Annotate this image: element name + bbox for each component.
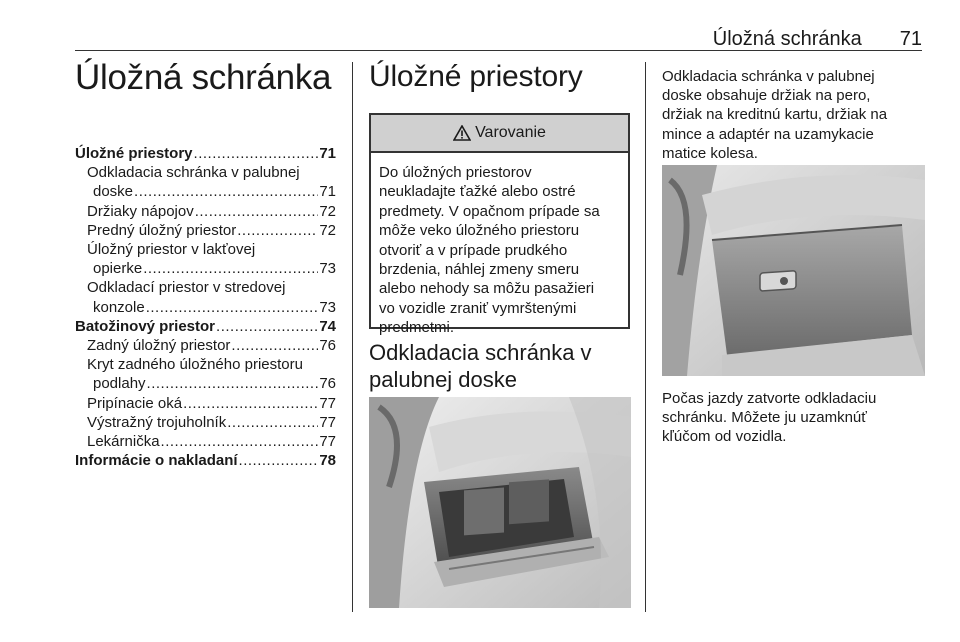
toc-entry-label: opierke: [93, 260, 143, 278]
toc-entry-label: Pripínacie oká: [87, 394, 183, 412]
toc-entry-label: Odkladací priestor v stredovej: [87, 279, 286, 297]
warning-line: predmety. V opačnom prípade sa: [379, 202, 600, 220]
toc-page-number: 73: [319, 260, 336, 278]
column-divider-left: [352, 62, 353, 612]
warning-line: vo vozidle zraniť vymrštenými: [379, 299, 577, 317]
toc-page-number: 77: [319, 433, 336, 451]
paragraph-line: držiak na kreditnú kartu, držiak na: [662, 106, 888, 124]
warning-box: [369, 113, 630, 337]
warning-line: môže veko úložného priestoru: [379, 222, 580, 240]
paragraph-line: Odkladacia schránka v palubnej: [662, 68, 875, 85]
toc-entry-label: konzole: [93, 298, 145, 316]
toc-entry-label: doske: [93, 183, 134, 201]
toc-leader-dots: [239, 451, 319, 470]
toc-entry-label: Úložné priestory: [75, 145, 193, 162]
toc-entry-label: Úložný priestor v lakťovej: [87, 241, 256, 259]
paragraph-line: kľúčom od vozidla.: [662, 428, 787, 446]
toc-leader-dots: [194, 144, 319, 163]
paragraph-line: mince a adaptér na uzamykacie: [662, 125, 874, 143]
toc-leader-dots: [237, 221, 318, 240]
warning-line: neukladajte ťažké alebo ostré: [379, 183, 576, 201]
column-divider-right: [645, 62, 646, 612]
toc-entry[interactable]: [75, 221, 336, 240]
toc-entry-label: Informácie o nakladaní: [75, 452, 238, 470]
header-rule: [75, 50, 922, 51]
toc-leader-dots: [227, 413, 318, 432]
toc-entry[interactable]: [75, 413, 336, 432]
warning-line: otvoriť a v prípade prudkého: [379, 241, 568, 259]
glovebox-closed-photo: [662, 165, 925, 376]
toc-page-number: 76: [319, 375, 336, 393]
toc-entry-label: Batožinový priestor: [75, 317, 216, 335]
toc-entry[interactable]: [75, 298, 336, 317]
toc-entry[interactable]: [75, 432, 336, 451]
toc-leader-dots: [216, 317, 318, 336]
subsection-title-line: Odkladacia schránka v: [369, 340, 592, 365]
paragraph-line: schránku. Môžete ju uzamknúť: [662, 409, 867, 427]
section-title: Úložné priestory: [369, 60, 583, 93]
toc-leader-dots: [147, 374, 319, 393]
glovebox-open-photo: [369, 397, 631, 608]
toc-leader-dots: [195, 202, 319, 221]
toc-entry-label: Držiaky nápojov: [87, 202, 194, 220]
paragraph-line: doske obsahuje držiak na pero,: [662, 87, 871, 105]
toc-leader-dots: [134, 182, 318, 201]
toc-entry[interactable]: [75, 374, 336, 393]
warning-line: predmetmi.: [379, 319, 455, 337]
toc-entry-label: podlahy: [93, 375, 146, 393]
toc-page-number: 77: [319, 394, 336, 412]
toc-entry-label: Zadný úložný priestor: [87, 337, 231, 355]
toc-leader-dots: [183, 394, 318, 413]
subsection-title: [369, 339, 631, 393]
table-of-contents: [75, 144, 336, 470]
toc-entry-label: Predný úložný priestor: [87, 221, 237, 239]
running-header-title: Úložná schránka: [712, 28, 862, 50]
chapter-title: Úložná schránka: [75, 58, 332, 97]
warning-line: Do úložných priestorov: [379, 164, 532, 181]
warning-text: [371, 153, 628, 338]
toc-page-number: 72: [319, 202, 336, 220]
toc-leader-dots: [143, 259, 318, 278]
toc-entry[interactable]: [75, 451, 336, 470]
toc-leader-dots: [146, 298, 319, 317]
toc-page-number: 71: [319, 145, 336, 162]
toc-entry[interactable]: [75, 182, 336, 201]
toc-entry-label: Kryt zadného úložného priestoru: [87, 356, 303, 374]
glovebox-description: [662, 67, 924, 163]
subsection-title-line: palubnej doske: [369, 367, 518, 392]
warning-header: [371, 115, 628, 153]
running-header: [713, 28, 922, 51]
page-number: 71: [899, 28, 922, 50]
toc-entry-label: Odkladacia schránka v palubnej: [87, 164, 300, 182]
toc-page-number: 76: [319, 337, 336, 355]
toc-entry[interactable]: [75, 144, 336, 163]
warning-triangle-icon: [453, 125, 471, 141]
warning-line: alebo nehody sa môžu pasažieri: [379, 280, 595, 298]
paragraph-line: matice kolesa.: [662, 144, 758, 162]
glovebox-lock-note: [662, 389, 924, 447]
warning-title: Varovanie: [475, 124, 546, 141]
toc-page-number: 78: [319, 452, 336, 470]
toc-leader-dots: [231, 336, 318, 355]
toc-entry-label: Lekárnička: [87, 433, 160, 451]
paragraph-line: Počas jazdy zatvorte odkladaciu: [662, 390, 877, 407]
toc-page-number: 74: [319, 317, 336, 335]
toc-page-number: 72: [319, 221, 336, 239]
toc-entry-label: Výstražný trojuholník: [87, 413, 227, 431]
toc-entry[interactable]: [75, 394, 336, 413]
toc-entry[interactable]: [75, 317, 336, 336]
toc-page-number: 73: [319, 298, 336, 316]
toc-page-number: 77: [319, 413, 336, 431]
warning-line: brzdenia, náhlej zmeny smeru: [379, 261, 580, 279]
toc-leader-dots: [161, 432, 319, 451]
toc-entry[interactable]: [75, 336, 336, 355]
toc-page-number: 71: [319, 183, 336, 201]
toc-entry[interactable]: [75, 259, 336, 278]
toc-entry[interactable]: [75, 202, 336, 221]
